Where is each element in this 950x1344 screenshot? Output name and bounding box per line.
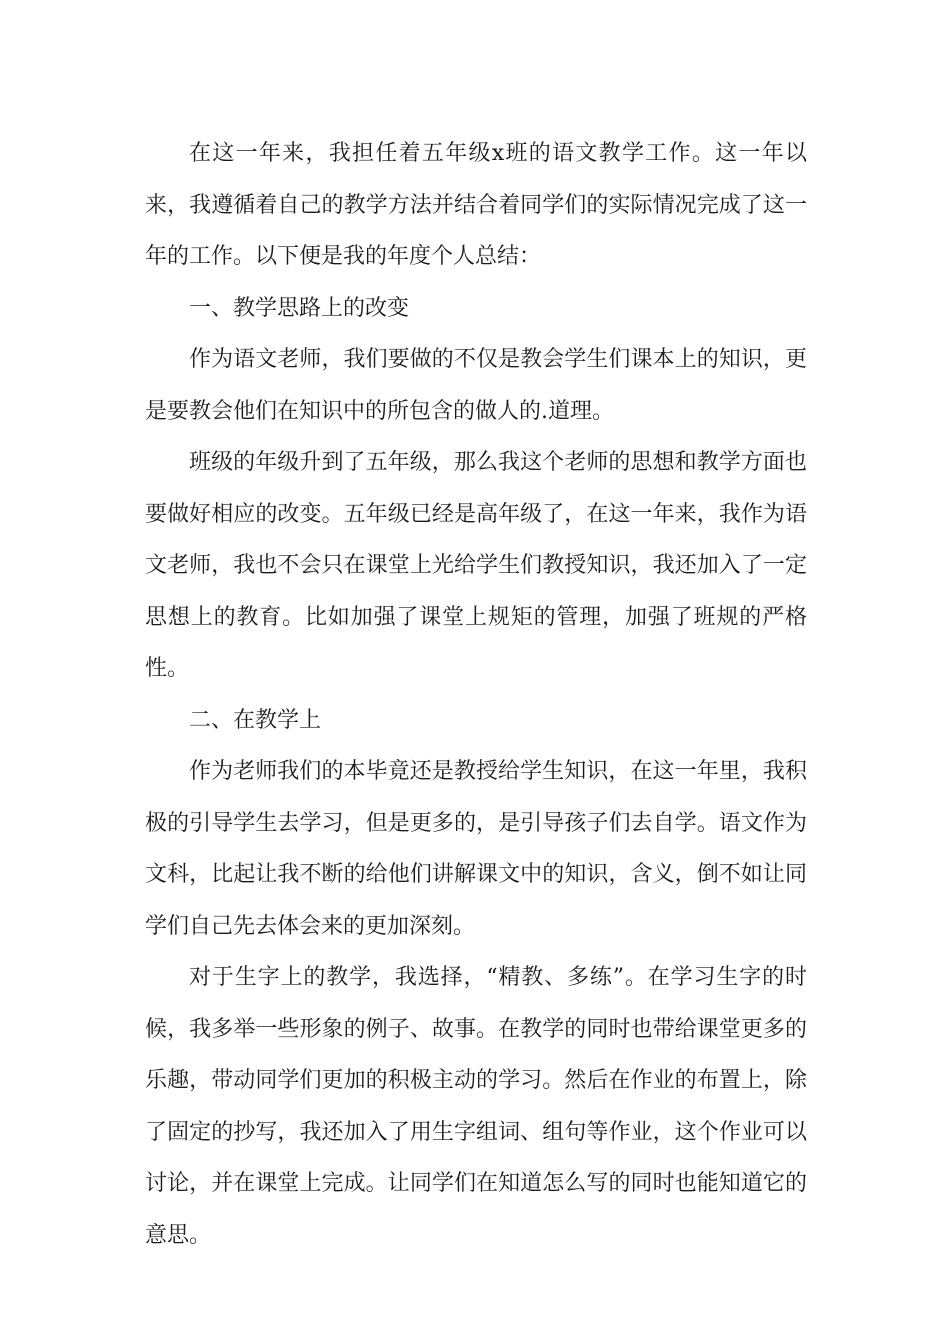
body-paragraph: 作为语文老师，我们要做的不仅是教会学生们课本上的知识，更是要教会他们在知识中的所包含的做人的.道理。 [145,347,807,424]
body-paragraph: 对于生字上的教学，我选择，“精教、多练”。在学习生字的时候，我多举一些形象的例子、故事。在教学的同时也带给课堂更多的乐趣，带动同学们更加的积极主动的学习。然后在作业的布置上，除了固定的抄写，我还加入了用生字组词、组句等作业，这个作业可以讨论，并在课堂上完成。让同学们在知道怎么写的同时也能知道它的意思。 [145,965,807,1248]
intro-paragraph: 在这一年来，我担任着五年级x班的语文教学工作。这一年以来，我遵循着自己的教学方法并结合着同学们的实际情况完成了这一年的工作。以下便是我的年度个人总结： [145,141,807,269]
document-body [145,128,807,1261]
section-heading-1: 一、教学思路上的改变 [189,295,410,321]
body-paragraph: 作为老师我们的本毕竟还是教授给学生知识，在这一年里，我积极的引导学生去学习，但是更多的，是引导孩子们去自学。语文作为文科，比起让我不断的给他们讲解课文中的知识，含义，倒不如让同学们自己先去体会来的更加深刻。 [145,759,807,939]
section-heading-2: 二、在教学上 [189,707,322,733]
body-paragraph: 班级的年级升到了五年级，那么我这个老师的思想和教学方面也要做好相应的改变。五年级已经是高年级了，在这一年来，我作为语文老师，我也不会只在课堂上光给学生们教授知识，我还加入了一定思想上的教育。比如加强了课堂上规矩的管理，加强了班规的严格性。 [145,450,807,681]
